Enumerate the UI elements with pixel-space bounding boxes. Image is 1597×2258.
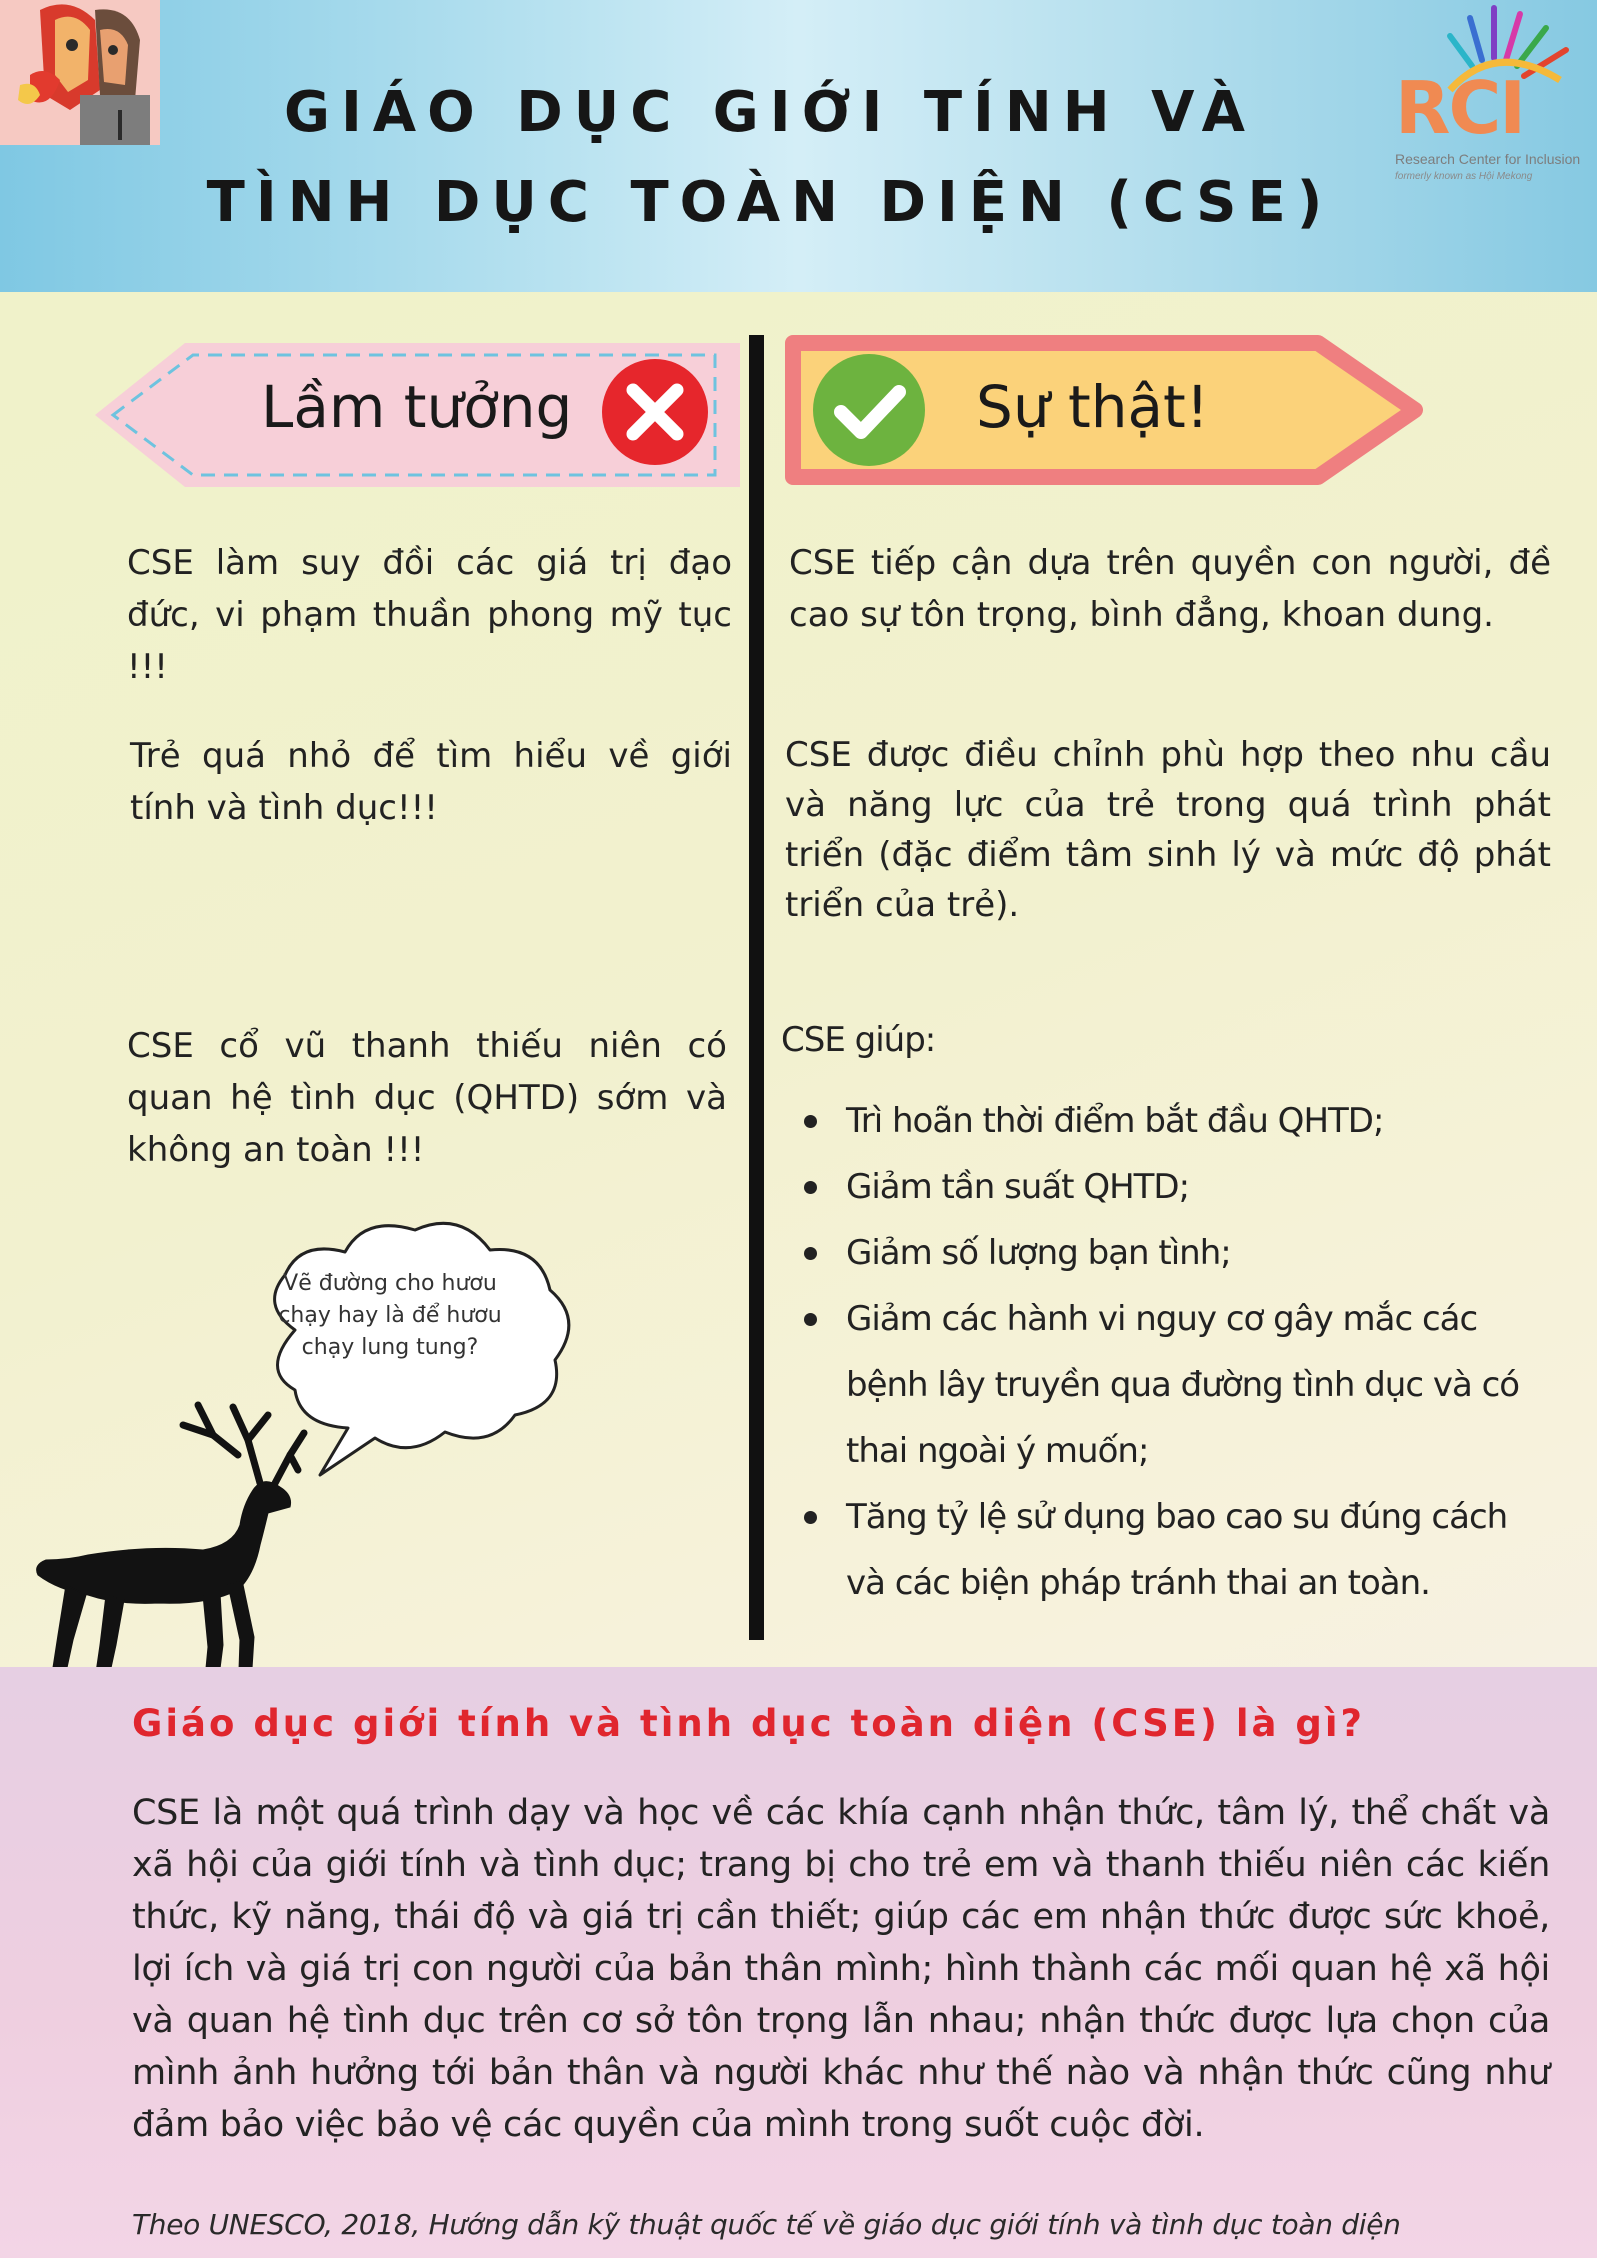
rci-logo-subtitle: Research Center for Inclusion <box>1395 151 1581 167</box>
list-item: Tăng tỷ lệ sử dụng bao cao su đúng cách và các biện pháp tránh thai an toàn. <box>781 1484 1551 1616</box>
list-item: Trì hoãn thời điểm bắt đầu QHTD; <box>781 1088 1551 1154</box>
check-icon <box>811 352 927 468</box>
cross-icon <box>600 357 710 467</box>
source-citation: Theo UNESCO, 2018, Hướng dẫn kỹ thuật quốc tế về giáo dục giới tính và tình dục toàn diện <box>132 2208 1401 2241</box>
rci-logo-text: RCI <box>1395 66 1525 150</box>
deer-icon <box>28 1395 308 1705</box>
list-item: Giảm các hành vi nguy cơ gây mắc các bệnh lây truyền qua đường tình dục và có thai ngoài ý muốn; <box>781 1286 1551 1484</box>
fact-banner <box>783 335 1423 485</box>
fact-item-2: CSE được điều chỉnh phù hợp theo nhu cầu và năng lực của trẻ trong quá trình phát triển (đặc điểm tâm sinh lý và mức độ phát triển của trẻ). <box>785 735 1551 925</box>
myth-heading: Lầm tưởng <box>261 373 573 441</box>
page-title-line-2: TÌNH DỤC TOÀN DIỆN (CSE) <box>206 170 1334 235</box>
myth-item-1: CSE làm suy đồi các giá trị đạo đức, vi phạm thuần phong mỹ tục !!! <box>127 543 732 687</box>
definition-body: CSE là một quá trình dạy và học về các khía cạnh nhận thức, tâm lý, thể chất và xã hội của giới tính và tình dục; trang bị cho trẻ em và thanh thiếu niên các kiến thức, kỹ năng, thái độ và giá trị cần thiết; giúp các em nhận thức được sức khoẻ, lợi ích và giá trị con người của bản thân mình; hình thành các mối quan hệ xã hội và quan hệ tình dục trên cơ sở tôn trọng lẫn nhau; nhận thức được lựa chọn của mình ảnh hưởng tới bản thân và người khác như thế nào và nhận thức cũng như đảm bảo việc bảo vệ các quyền của mình trong suốt cuộc đời. <box>132 1793 1550 2145</box>
fact-heading: Sự thật! <box>976 373 1210 441</box>
column-divider <box>749 335 764 1640</box>
header-band <box>0 0 1597 292</box>
myth-banner <box>95 335 740 495</box>
myth-item-2: Trẻ quá nhỏ để tìm hiểu về giới tính và tình dục!!! <box>130 736 732 828</box>
list-item: Giảm số lượng bạn tình; <box>781 1220 1551 1286</box>
speech-cloud-text: Vẽ đường cho hươu chạy hay là để hươu chạy lung tung? <box>278 1271 502 1360</box>
list-item: Giảm tần suất QHTD; <box>781 1154 1551 1220</box>
cse-helps-list <box>781 1088 1551 1616</box>
page-title-line-1: GIÁO DỤC GIỚI TÍNH VÀ <box>284 80 1256 145</box>
cse-helps-title: CSE giúp: <box>781 1020 936 1060</box>
rci-logo-formerly: formerly known as Hội Mekong <box>1395 171 1533 182</box>
myth-item-3: CSE cổ vũ thanh thiếu niên có quan hệ tình dục (QHTD) sớm và không an toàn !!! <box>127 1026 727 1170</box>
fact-item-1: CSE tiếp cận dựa trên quyền con người, đề cao sự tôn trọng, bình đẳng, khoan dung. <box>789 543 1551 635</box>
people-illustration-icon <box>0 0 160 145</box>
definition-title: Giáo dục giới tính và tình dục toàn diện (CSE) là gì? <box>132 1702 1365 1745</box>
